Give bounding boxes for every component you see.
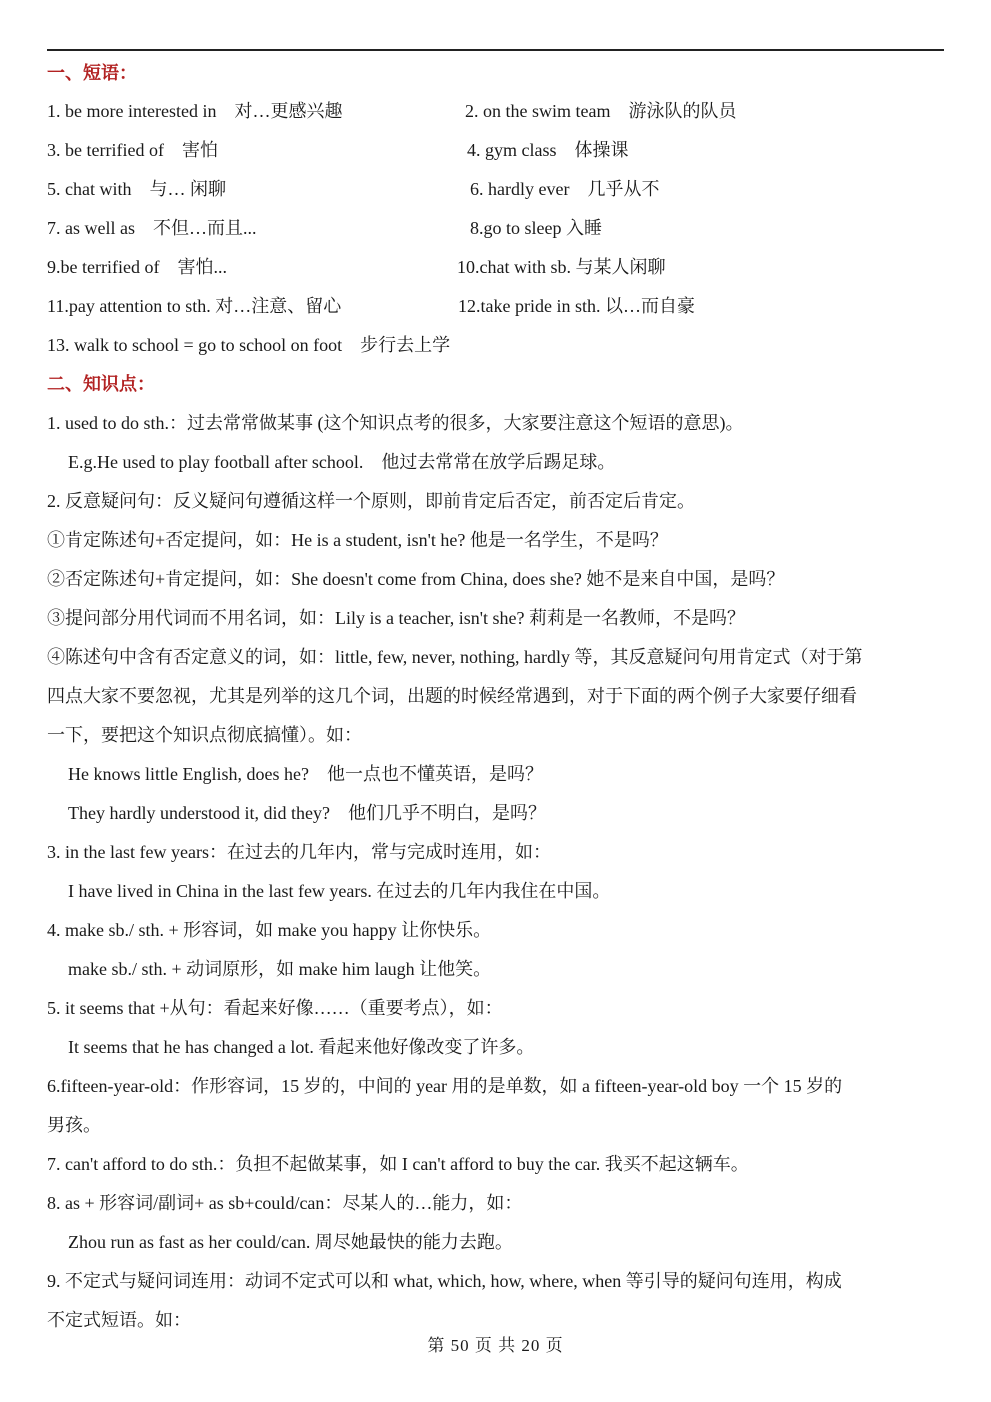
point-9-line-2: 不定式短语。如： [47,1310,191,1330]
phrase-4: 4. gym class 体操课 [467,140,629,160]
phrase-13: 13. walk to school = go to school on foot 步行去上学 [47,335,451,355]
phrase-5: 5. chat with 与… 闲聊 [47,179,226,199]
phrase-12: 12.take pride in sth. 以…而自豪 [458,296,695,316]
point-2-rule-2: ②否定陈述句+肯定提问，如：She doesn't come from China, does she? 她不是来自中国，是吗？ [47,569,785,589]
top-divider [47,49,944,51]
phrase-11: 11.pay attention to sth. 对…注意、留心 [47,296,342,316]
point-2-rule-4-line-1: ④陈述句中含有否定意义的词，如：little, few, never, nothing, hardly 等，其反意疑问句用肯定式（对于第 [47,647,863,667]
point-4-line-1: 4. make sb./ sth. + 形容词，如 make you happy 让你快乐。 [47,920,492,940]
point-4-line-2: make sb./ sth. + 动词原形，如 make him laugh 让他笑。 [68,959,492,979]
phrase-3: 3. be terrified of 害怕 [47,140,218,160]
phrase-1: 1. be more interested in 对…更感兴趣 [47,101,343,121]
point-2-example-1: He knows little English, does he? 他一点也不懂英语，是吗？ [68,764,543,784]
section-title-knowledge: 二、知识点： [47,374,155,394]
phrase-10: 10.chat with sb. 与某人闲聊 [457,257,666,277]
point-2-rule-4-line-3: 一下，要把这个知识点彻底搞懂）。如： [47,725,362,745]
phrase-2: 2. on the swim team 游泳队的队员 [465,101,737,121]
phrase-6: 6. hardly ever 几乎从不 [470,179,660,199]
point-3-example: I have lived in China in the last few years. 在过去的几年内我住在中国。 [68,881,611,901]
point-9-line-1: 9. 不定式与疑问词连用：动词不定式可以和 what, which, how, where, when 等引导的疑问句连用，构成 [47,1271,842,1291]
point-8-example: Zhou run as fast as her could/can. 周尽她最快的能力去跑。 [68,1232,513,1252]
point-5-example: It seems that he has changed a lot. 看起来他好像改变了许多。 [68,1037,535,1057]
point-3: 3. in the last few years：在过去的几年内，常与完成时连用，如： [47,842,551,862]
point-8: 8. as + 形容词/副词+ as sb+could/can：尽某人的…能力，如： [47,1193,523,1213]
point-2: 2. 反意疑问句：反义疑问句遵循这样一个原则，即前肯定后否定，前否定后肯定。 [47,491,695,511]
point-6-line-2: 男孩。 [47,1115,101,1135]
point-5: 5. it seems that +从句：看起来好像……（重要考点），如： [47,998,503,1018]
point-1-example: E.g.He used to play football after school. 他过去常常在放学后踢足球。 [68,452,616,472]
phrase-8: 8.go to sleep 入睡 [470,218,602,238]
page-footer: 第 50 页 共 20 页 [427,1336,564,1355]
section-title-phrases: 一、短语： [47,63,137,83]
point-6-line-1: 6.fifteen-year-old：作形容词，15 岁的，中间的 year 用的是单数，如 a fifteen-year-old boy 一个 15 岁的 [47,1076,843,1096]
point-2-rule-4-line-2: 四点大家不要忽视，尤其是列举的这几个词，出题的时候经常遇到，对于下面的两个例子大家要仔细看 [47,686,857,706]
point-1: 1. used to do sth.：过去常常做某事 (这个知识点考的很多，大家要注意这个短语的意思)。 [47,413,744,433]
phrase-7: 7. as well as 不但…而且... [47,218,257,238]
point-7: 7. can't afford to do sth.：负担不起做某事，如 I can't afford to buy the car. 我买不起这辆车。 [47,1154,749,1174]
point-2-example-2: They hardly understood it, did they? 他们几乎不明白，是吗？ [68,803,546,823]
point-2-rule-1: ①肯定陈述句+否定提问，如：He is a student, isn't he? 他是一名学生，不是吗？ [47,530,668,550]
point-2-rule-3: ③提问部分用代词而不用名词，如：Lily is a teacher, isn't she? 莉莉是一名教师，不是吗？ [47,608,745,628]
phrase-9: 9.be terrified of 害怕... [47,257,227,277]
